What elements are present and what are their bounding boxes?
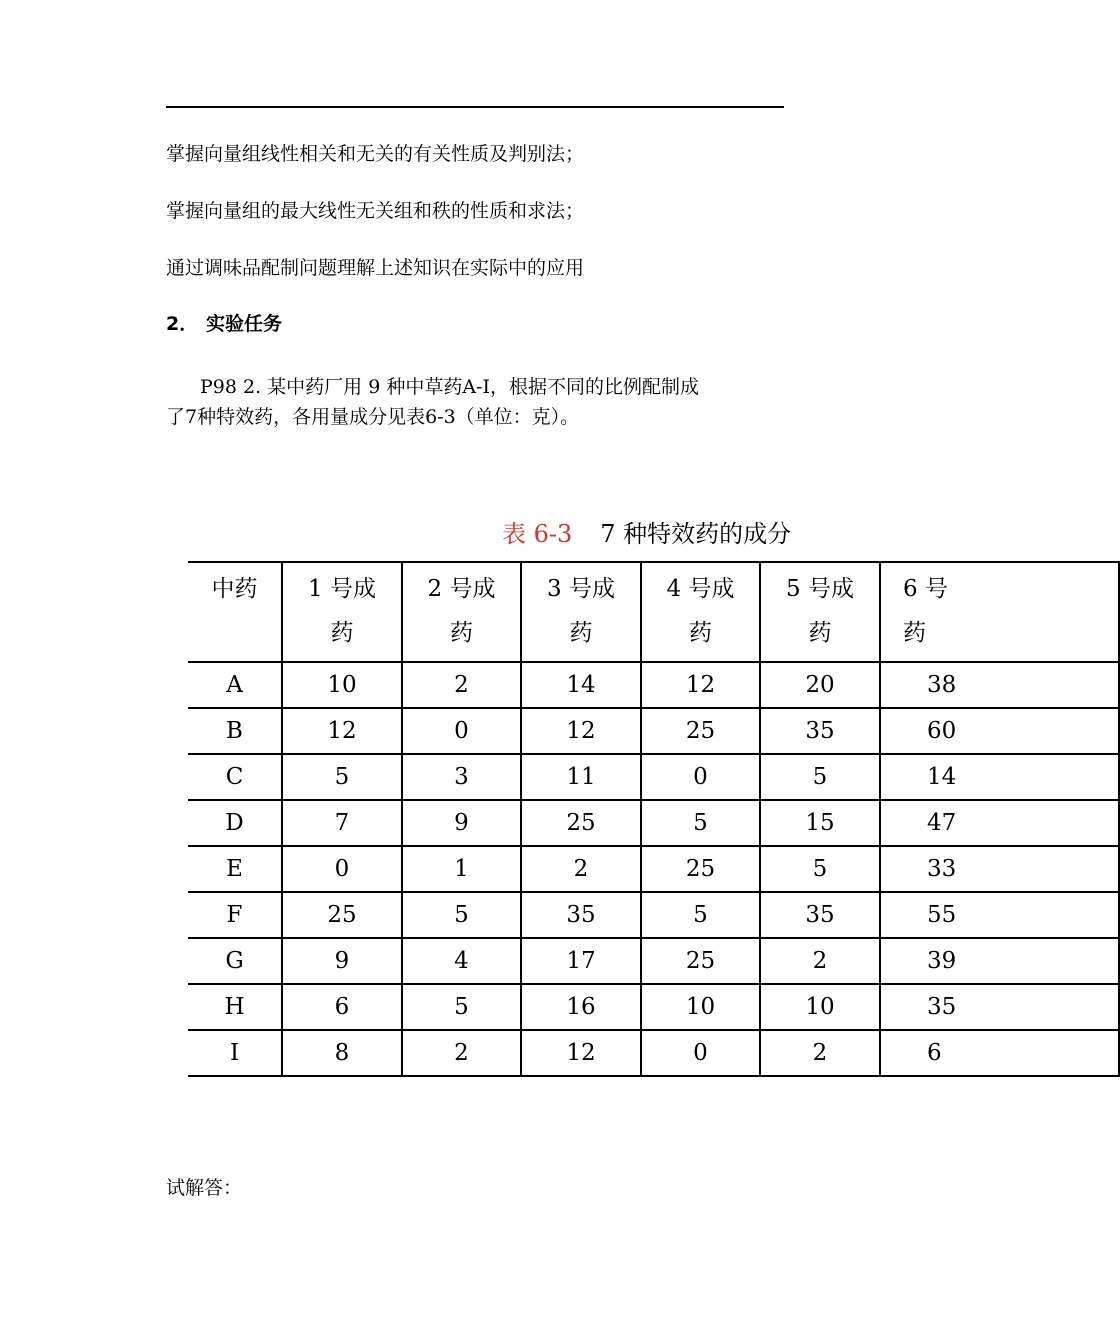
table-cell: 12	[641, 662, 760, 708]
task-line-2: 了7种特效药，各用量成分见表6-3（单位：克）。	[166, 406, 580, 428]
table-caption	[502, 518, 791, 550]
table-cell: 10	[641, 984, 760, 1030]
table-cell: 6	[282, 984, 402, 1030]
objective-1: 掌握向量组线性相关和无关的有关性质及判别法；	[166, 143, 585, 165]
table-row	[188, 938, 1119, 984]
table-cell: 5	[282, 754, 402, 800]
table-cell: 10	[760, 984, 880, 1030]
table-cell: 0	[641, 1030, 760, 1076]
header-medicine-6: 6 号 药	[880, 562, 1119, 662]
row-label: I	[188, 1030, 282, 1076]
table-header-row	[188, 562, 1119, 662]
table-cell: 12	[521, 1030, 641, 1076]
header-rule	[166, 106, 784, 108]
table-cell: 20	[760, 662, 880, 708]
table-cell: 14	[521, 662, 641, 708]
row-label: C	[188, 754, 282, 800]
table-cell: 2	[760, 1030, 880, 1076]
table-cell: 7	[282, 800, 402, 846]
table-cell: 55	[880, 892, 1119, 938]
table-cell: 12	[521, 708, 641, 754]
section-title: 实验任务	[206, 313, 283, 335]
section-number: 2．	[166, 313, 199, 335]
table-cell: 47	[880, 800, 1119, 846]
row-label: H	[188, 984, 282, 1030]
header-medicine-2: 2 号成 药	[402, 562, 521, 662]
row-label: F	[188, 892, 282, 938]
header-medicine-3: 3 号成 药	[521, 562, 641, 662]
table-cell: 9	[282, 938, 402, 984]
table-cell: 5	[402, 984, 521, 1030]
table-cell: 9	[402, 800, 521, 846]
header-medicine-1: 1 号成 药	[282, 562, 402, 662]
row-label: D	[188, 800, 282, 846]
section-heading	[166, 312, 282, 336]
ingredients-table	[188, 561, 1120, 1077]
table-cell: 35	[880, 984, 1119, 1030]
row-label: E	[188, 846, 282, 892]
table-cell: 12	[282, 708, 402, 754]
table-caption-title: 7 种特效药的成分	[600, 520, 792, 548]
table-cell: 35	[760, 892, 880, 938]
table-row	[188, 754, 1119, 800]
answer-label: 试解答：	[166, 1177, 243, 1199]
table-cell: 25	[521, 800, 641, 846]
row-label: G	[188, 938, 282, 984]
table-cell: 1	[402, 846, 521, 892]
table-cell: 5	[641, 892, 760, 938]
table-container	[188, 561, 957, 1071]
table-cell: 2	[402, 662, 521, 708]
table-caption-id: 表 6-3	[502, 520, 573, 548]
table-cell: 25	[641, 938, 760, 984]
task-paragraph	[166, 372, 806, 432]
table-row	[188, 800, 1119, 846]
table-cell: 33	[880, 846, 1119, 892]
table-cell: 3	[402, 754, 521, 800]
table-cell: 25	[641, 846, 760, 892]
table-cell: 35	[521, 892, 641, 938]
table-cell: 2	[402, 1030, 521, 1076]
row-label: B	[188, 708, 282, 754]
table-cell: 6	[880, 1030, 1119, 1076]
table-cell: 25	[641, 708, 760, 754]
objective-2: 掌握向量组的最大线性无关组和秩的性质和求法；	[166, 200, 585, 222]
row-label: A	[188, 662, 282, 708]
table-cell: 8	[282, 1030, 402, 1076]
header-medicine-4: 4 号成 药	[641, 562, 760, 662]
table-row	[188, 708, 1119, 754]
table-row	[188, 892, 1119, 938]
task-line-1: P98 2. 某中药厂用 9 种中草药A-I，根据不同的比例配制成	[200, 376, 699, 398]
table-row	[188, 846, 1119, 892]
table-row	[188, 662, 1119, 708]
table-cell: 5	[760, 754, 880, 800]
table-cell: 60	[880, 708, 1119, 754]
table-cell: 14	[880, 754, 1119, 800]
table-cell: 25	[282, 892, 402, 938]
table-cell: 0	[282, 846, 402, 892]
table-cell: 2	[521, 846, 641, 892]
table-cell: 15	[760, 800, 880, 846]
table-row	[188, 984, 1119, 1030]
table-row	[188, 1030, 1119, 1076]
table-cell: 0	[641, 754, 760, 800]
table-cell: 5	[402, 892, 521, 938]
header-corner: 中药	[188, 562, 282, 662]
table-cell: 4	[402, 938, 521, 984]
table-cell: 5	[760, 846, 880, 892]
table-cell: 39	[880, 938, 1119, 984]
table-cell: 10	[282, 662, 402, 708]
table-cell: 16	[521, 984, 641, 1030]
header-medicine-5: 5 号成 药	[760, 562, 880, 662]
table-cell: 17	[521, 938, 641, 984]
objective-3: 通过调味品配制问题理解上述知识在实际中的应用	[166, 257, 585, 279]
table-cell: 0	[402, 708, 521, 754]
table-cell: 38	[880, 662, 1119, 708]
table-cell: 35	[760, 708, 880, 754]
table-cell: 2	[760, 938, 880, 984]
table-cell: 5	[641, 800, 760, 846]
table-cell: 11	[521, 754, 641, 800]
